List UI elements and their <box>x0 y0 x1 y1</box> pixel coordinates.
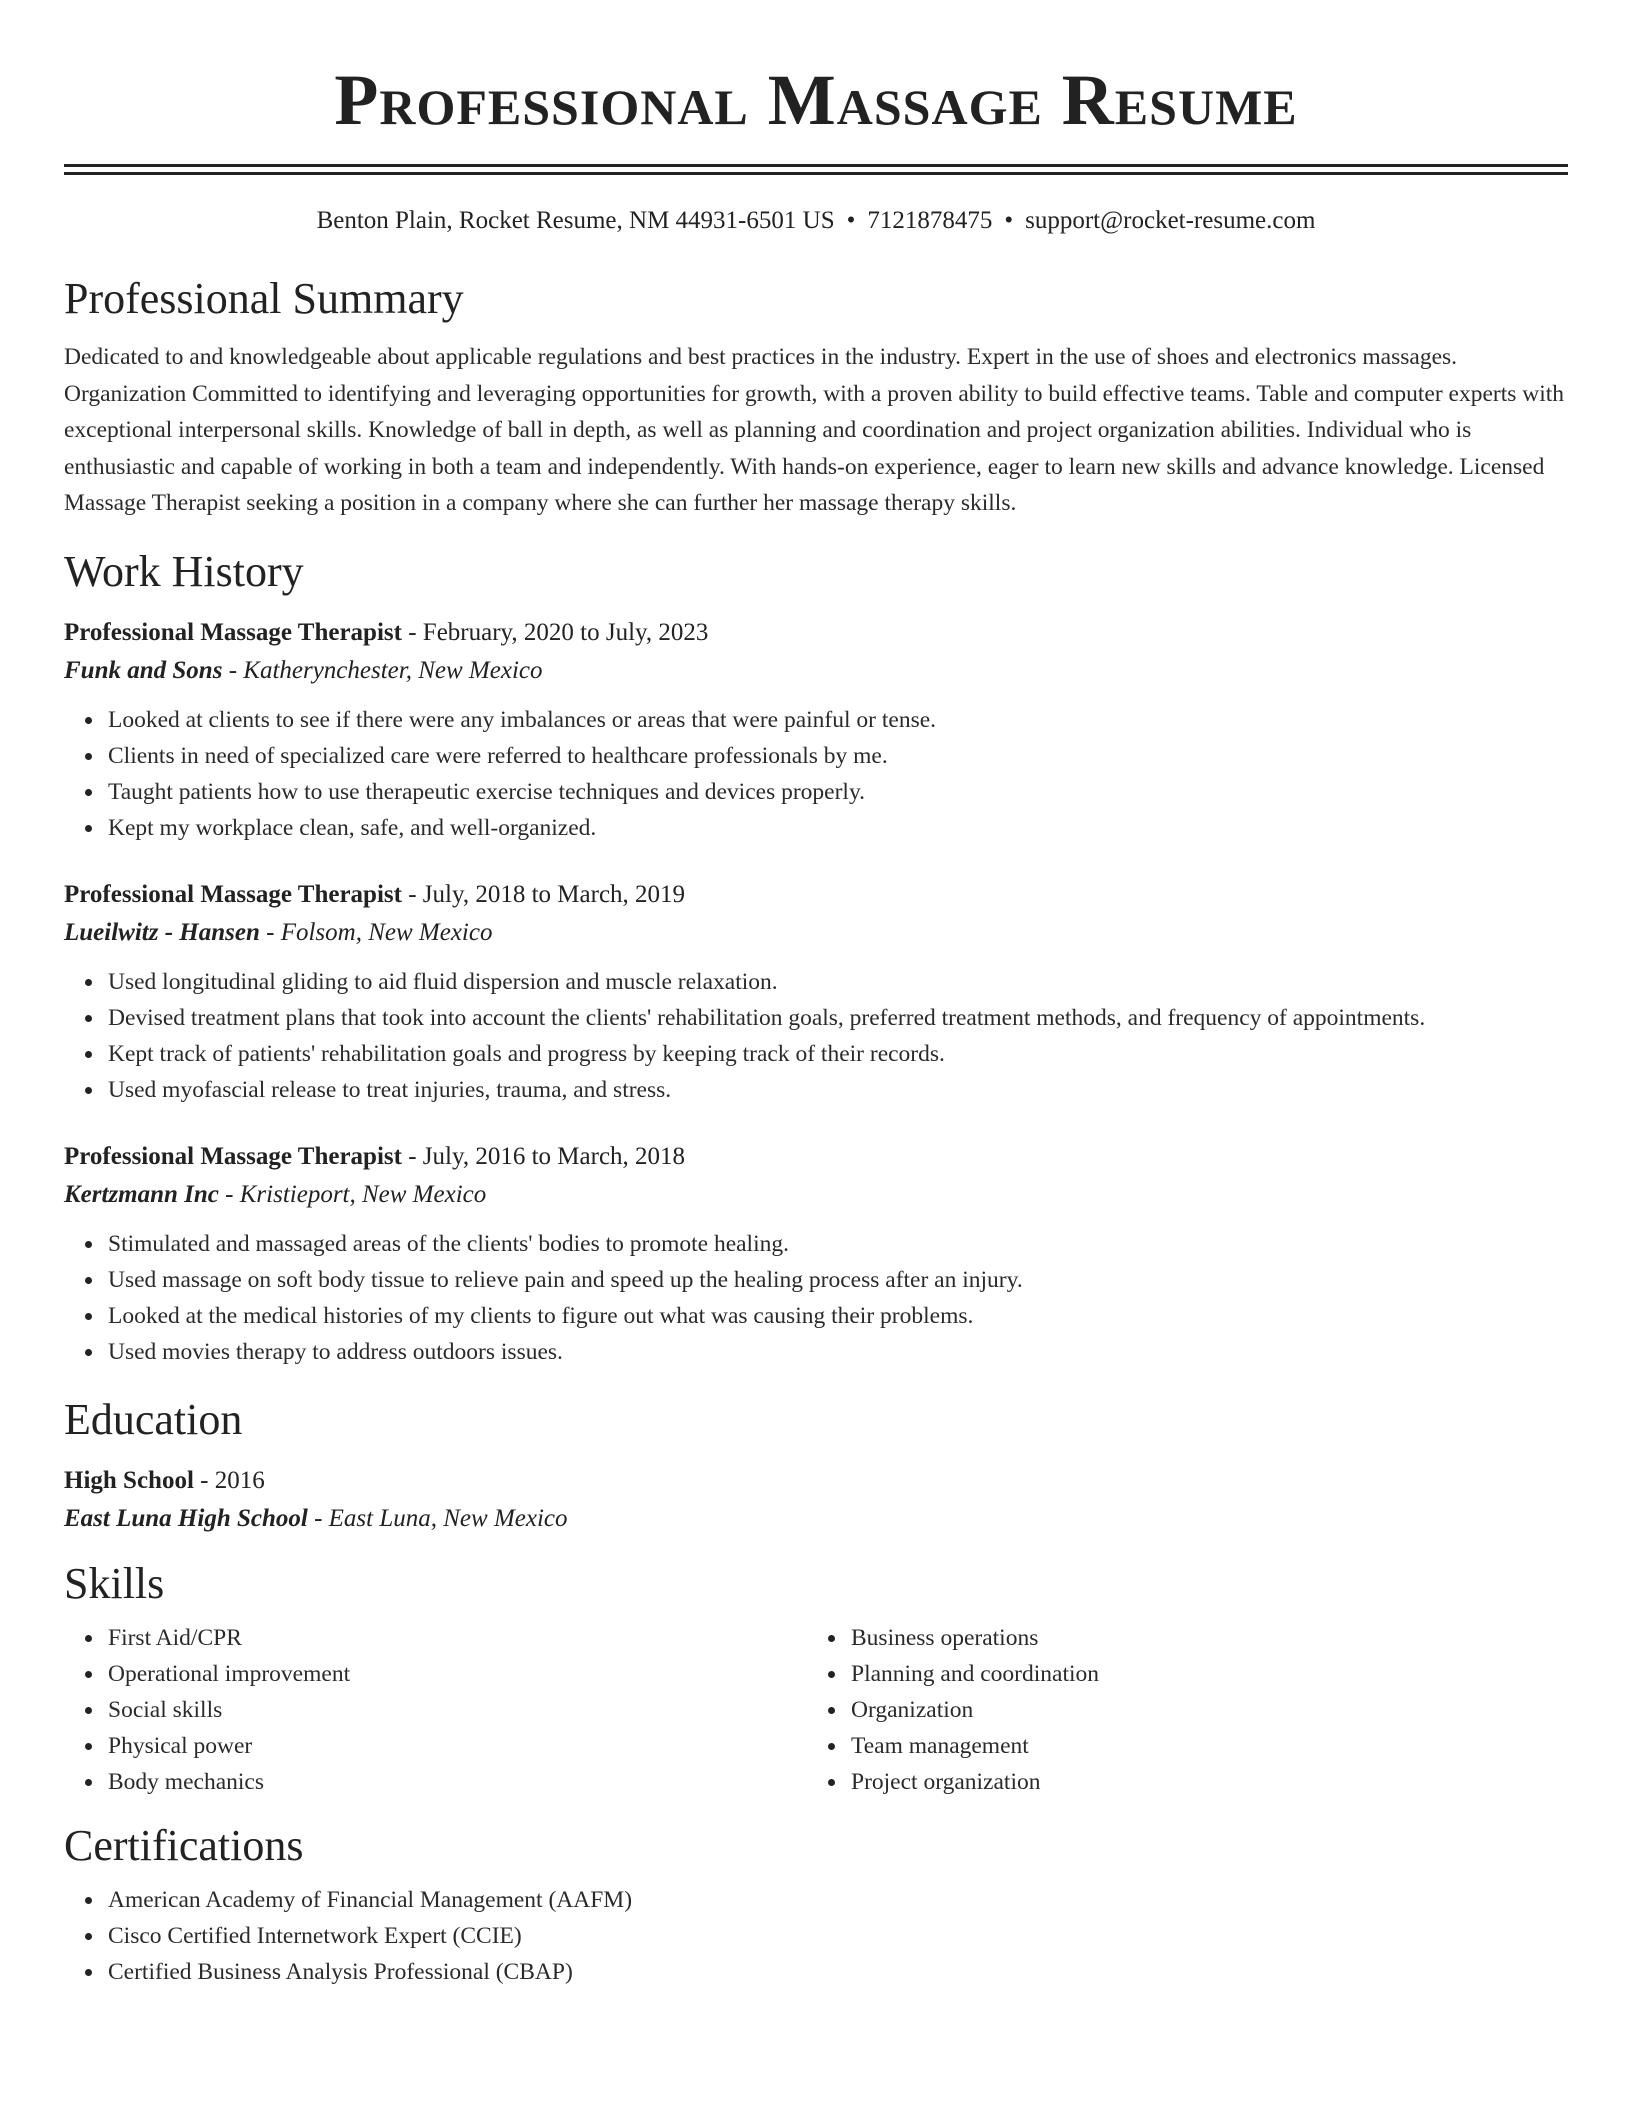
list-item: First Aid/CPR <box>108 1620 807 1656</box>
education-year: - 2016 <box>193 1466 265 1494</box>
job-company: Lueilwitz - Hansen <box>64 918 260 946</box>
job-dates: - July, 2018 to March, 2019 <box>401 880 686 908</box>
certifications-list <box>64 1882 1568 1990</box>
job-title: Professional Massage Therapist <box>64 1142 402 1170</box>
section-heading-summary: Professional Summary <box>64 274 464 323</box>
list-item: Social skills <box>108 1692 807 1728</box>
list-item: Stimulated and massaged areas of the clients' bodies to promote healing. <box>108 1226 1568 1262</box>
job-entry <box>64 614 1568 846</box>
list-item: Looked at clients to see if there were any imbalances or areas that were painful or tense. <box>108 702 1568 738</box>
list-item: Certified Business Analysis Professional (CBAP) <box>108 1954 1568 1990</box>
section-heading-education: Education <box>64 1394 243 1444</box>
job-company-line <box>64 1176 1568 1214</box>
education-degree: High School <box>64 1466 194 1494</box>
job-title-line <box>64 876 1568 914</box>
job-entry <box>64 876 1568 1108</box>
education-school-line <box>64 1500 1568 1538</box>
job-bullets <box>64 702 1568 846</box>
list-item: Body mechanics <box>108 1764 807 1800</box>
list-item: Project organization <box>851 1764 1550 1800</box>
job-company-line <box>64 652 1568 690</box>
section-heading-skills: Skills <box>64 1558 165 1608</box>
contact-email[interactable]: support@rocket-resume.com <box>1025 207 1316 234</box>
list-item: Physical power <box>108 1728 807 1764</box>
list-item: Used myofascial release to treat injuries, trauma, and stress. <box>108 1072 1568 1108</box>
resume-title: Professional Massage Resume <box>334 60 1298 140</box>
job-entry <box>64 1138 1568 1370</box>
job-title: Professional Massage Therapist <box>64 618 402 646</box>
summary-section <box>64 271 1568 522</box>
list-item: Used movies therapy to address outdoors issues. <box>108 1334 1568 1370</box>
contact-line <box>64 205 1568 237</box>
job-bullets <box>64 964 1568 1108</box>
job-company: Funk and Sons <box>64 656 223 684</box>
contact-phone: 7121878475 <box>867 207 993 234</box>
job-title-line <box>64 614 1568 652</box>
contact-address: Benton Plain, Rocket Resume, NM 44931-6501 US <box>316 207 835 234</box>
contact-separator: • <box>1004 207 1014 234</box>
list-item: Used longitudinal gliding to aid fluid dispersion and muscle relaxation. <box>108 964 1568 1000</box>
list-item: Team management <box>851 1728 1550 1764</box>
list-item: Business operations <box>851 1620 1550 1656</box>
skills-list-left <box>64 1620 807 1800</box>
education-degree-line <box>64 1462 1568 1500</box>
summary-text: Dedicated to and knowledgeable about applicable regulations and best practices in the industry. Expert in the use of shoes and electronics massages. Organization Committed to identifying and leveraging opportunities for growth, with a proven ability to build effective teams. Table and computer experts with exceptional interpersonal skills. Knowledge of ball in depth, as well as planning and coordination and project organization abilities. Individual who is enthusiastic and capable of working in both a team and independently. With hands-on experience, eager to learn new skills and advance knowledge. Licensed Massage Therapist seeking a position in a company where she can further her massage therapy skills. <box>64 344 1565 517</box>
job-bullets <box>64 1226 1568 1370</box>
header-divider <box>64 164 1568 175</box>
job-company-line <box>64 914 1568 952</box>
certifications-section <box>64 1818 1568 1990</box>
list-item: American Academy of Financial Management (AAFM) <box>108 1882 1568 1918</box>
job-dates: - July, 2016 to March, 2018 <box>401 1142 686 1170</box>
list-item: Looked at the medical histories of my clients to figure out what was causing their problems. <box>108 1298 1568 1334</box>
job-title: Professional Massage Therapist <box>64 880 402 908</box>
skills-list-right <box>807 1620 1550 1800</box>
work-history-section <box>64 544 1568 1370</box>
list-item: Planning and coordination <box>851 1656 1550 1692</box>
job-company: Kertzmann Inc <box>64 1180 219 1208</box>
skills-section <box>64 1556 1568 1800</box>
list-item: Kept my workplace clean, safe, and well-organized. <box>108 810 1568 846</box>
skills-columns <box>64 1620 1568 1800</box>
list-item: Organization <box>851 1692 1550 1728</box>
section-heading-certifications: Certifications <box>64 1820 304 1870</box>
job-dates: - February, 2020 to July, 2023 <box>401 618 709 646</box>
list-item: Used massage on soft body tissue to relieve pain and speed up the healing process after an injury. <box>108 1262 1568 1298</box>
list-item: Kept track of patients' rehabilitation goals and progress by keeping track of their records. <box>108 1036 1568 1072</box>
education-entry <box>64 1462 1568 1538</box>
list-item: Taught patients how to use therapeutic exercise techniques and devices properly. <box>108 774 1568 810</box>
section-heading-work: Work History <box>64 546 304 596</box>
list-item: Operational improvement <box>108 1656 807 1692</box>
job-title-line <box>64 1138 1568 1176</box>
education-section <box>64 1392 1568 1538</box>
education-school: East Luna High School <box>64 1504 308 1532</box>
contact-separator: • <box>846 207 856 234</box>
job-location: - Katherynchester, New Mexico <box>222 656 543 684</box>
job-location: - Kristieport, New Mexico <box>218 1180 487 1208</box>
job-location: - Folsom, New Mexico <box>259 918 493 946</box>
list-item: Clients in need of specialized care were referred to healthcare professionals by me. <box>108 738 1568 774</box>
list-item: Cisco Certified Internetwork Expert (CCIE) <box>108 1918 1568 1954</box>
education-location: - East Luna, New Mexico <box>307 1504 568 1532</box>
list-item: Devised treatment plans that took into account the clients' rehabilitation goals, preferred treatment methods, and frequency of appointments. <box>108 1000 1568 1036</box>
